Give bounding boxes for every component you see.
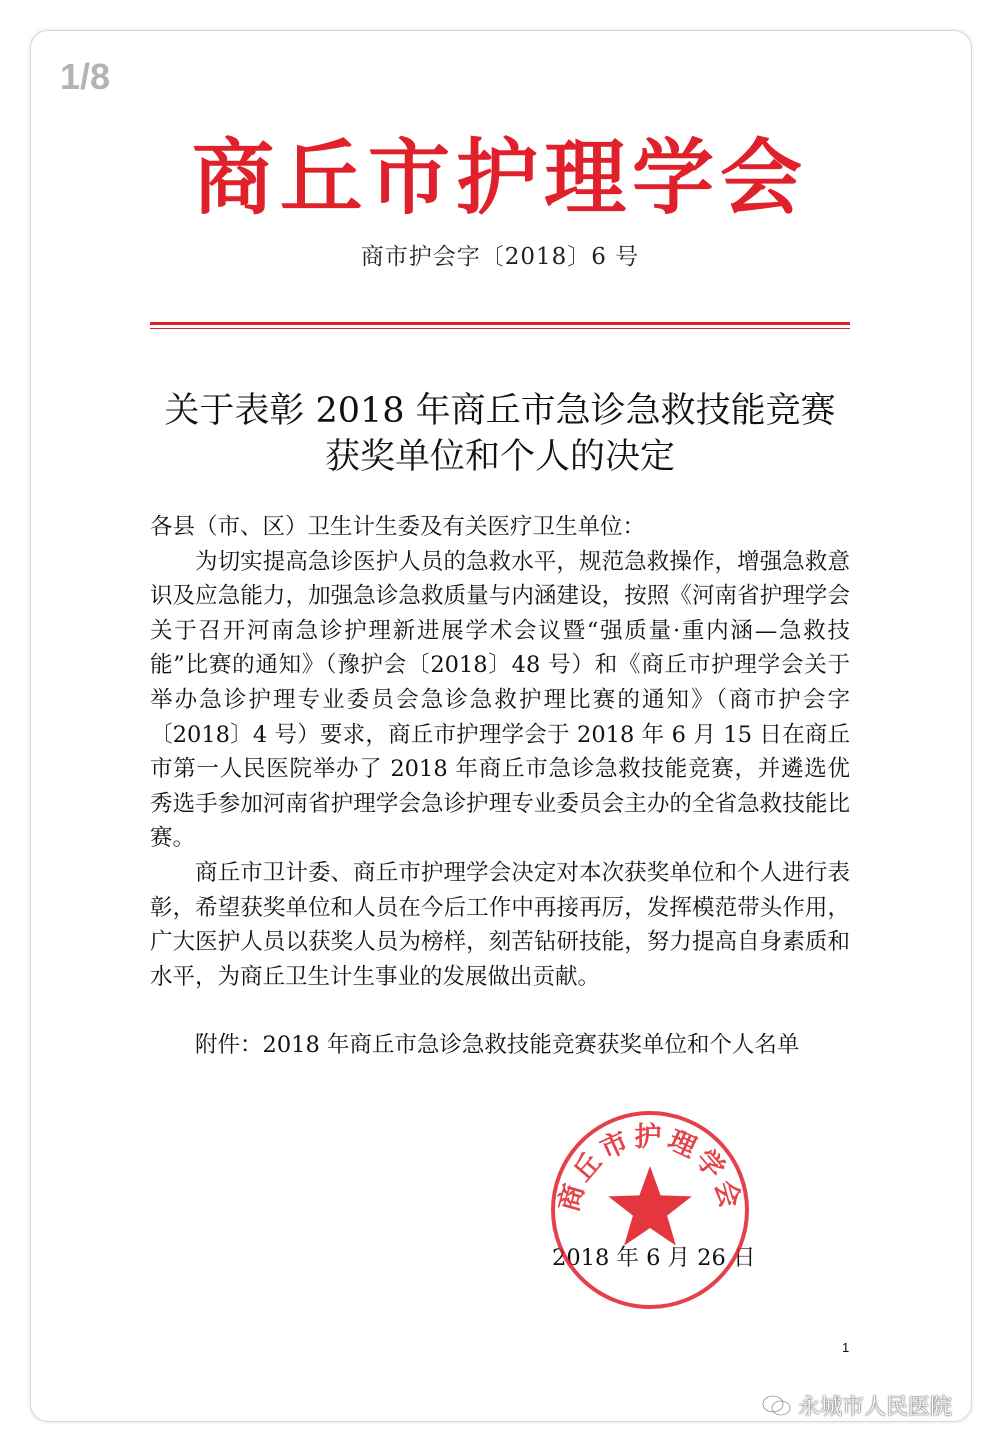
salutation: 各县（市、区）卫生计生委及有关医疗卫生单位： xyxy=(150,514,646,540)
source-watermark xyxy=(762,1390,952,1421)
paragraph-2: 商丘市卫计委、商丘市护理学会决定对本次获奖单位和个人进行表彰，希望获奖单位和人员在今后工作中再接再厉，发挥模范带头作用，广大医护人员以获奖人员为榜样，刻苦钻研技能，努力提高自身素质和水平，为商丘卫生计生事业的发展做出贡献。 xyxy=(150,859,850,990)
page-number: 1 xyxy=(842,1340,850,1355)
seal-text: 商丘市护理学会 xyxy=(553,1122,747,1216)
document-body xyxy=(150,510,850,1063)
attachment-note: 附件：2018 年商丘市急诊急救技能竞赛获奖单位和个人名单 xyxy=(195,1032,800,1059)
issue-date: 2018 年 6 月 26 日 xyxy=(552,1245,756,1271)
title-line-2: 获奖单位和个人的决定 xyxy=(324,437,675,477)
paragraph-1: 为切实提高急诊医护人员的急救水平，规范急救操作，增强急救意识及应急能力，加强急诊急救质量与内涵建设，按照《河南省护理学会关于召开河南急诊护理新进展学术会议暨“强质量·重内涵—急救技能”比赛的通知》（豫护会〔2018〕48 号）和《商丘市护理学会关于举办急诊护理专业委员会急诊急救护理比赛的通知》（商市护会字〔2018〕4 号）要求，商丘市护理学会于 2018 年 6 月 15 日在商丘市第一人民医院举办了 2018 年商丘市急诊急救技能竞赛，并遴选优秀选手参加河南省护理学会急诊护理专业委员会主办的全省急救技能比赛。 xyxy=(150,548,850,852)
watermark-text: 永城市人民医院 xyxy=(798,1395,953,1420)
letterhead-divider-thick xyxy=(150,322,850,325)
title-line-1: 关于表彰 2018 年商丘市急诊急救技能竞赛 xyxy=(164,391,836,431)
letterhead-org-name: 商丘市护理学会 xyxy=(191,130,808,226)
wechat-icon xyxy=(762,1394,792,1418)
page-counter: 1/8 xyxy=(60,56,111,97)
letterhead-divider-thin xyxy=(150,328,850,329)
document-title xyxy=(0,388,1000,480)
document-number: 商市护会字〔2018〕6 号 xyxy=(360,244,640,270)
star-icon xyxy=(608,1166,692,1246)
official-seal xyxy=(548,1108,752,1312)
